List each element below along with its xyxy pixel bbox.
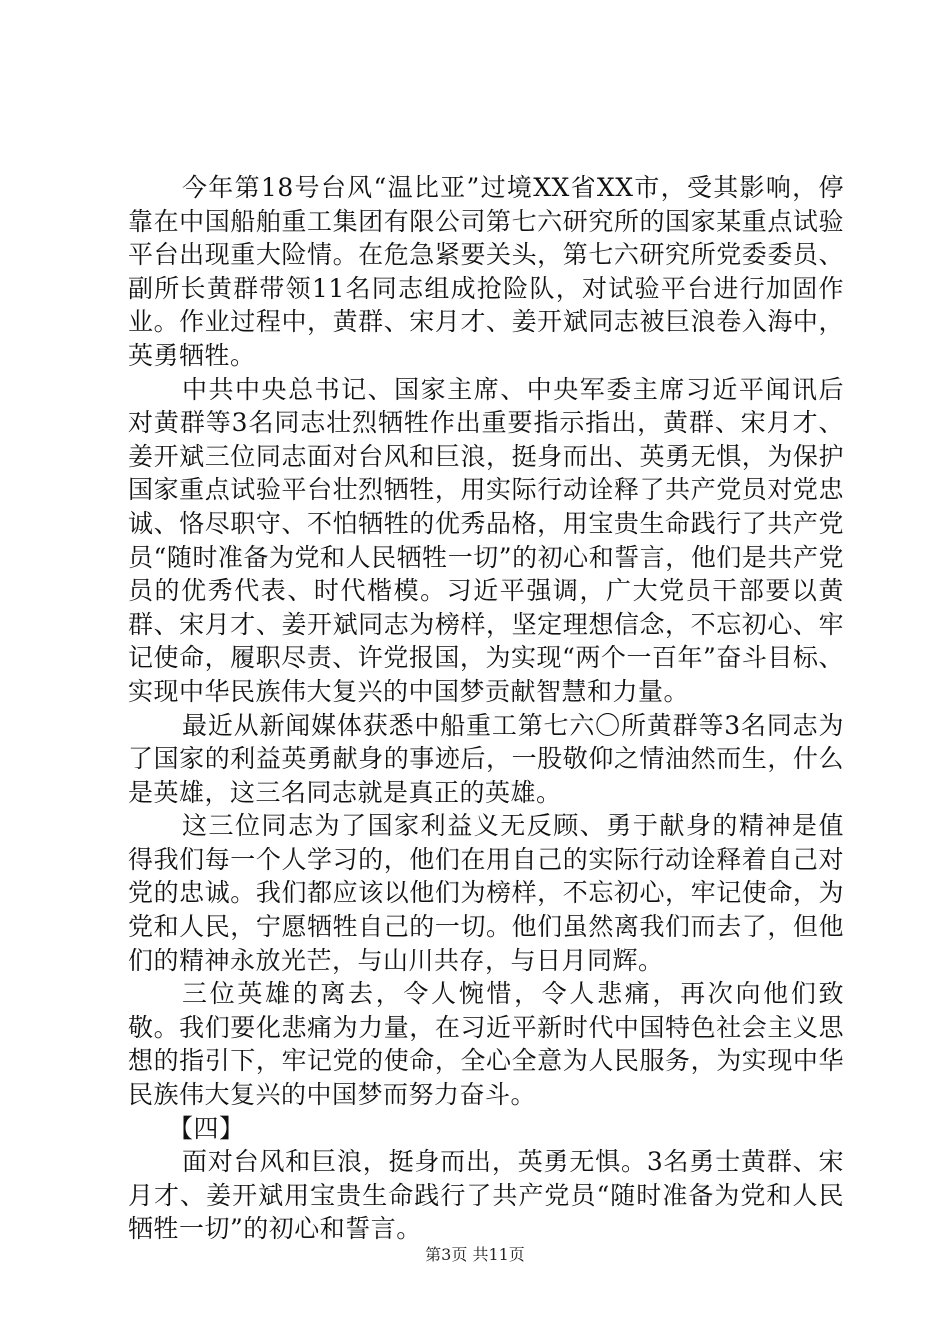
paragraph-news-reaction: 最近从新闻媒体获悉中船重工第七六〇所黄群等3名同志为了国家的利益英勇献身的事迹后，一股敬仰之情油然而生，什么是英雄，这三名同志就是真正的英雄。 xyxy=(128,710,844,807)
paragraph-learning-spirit: 这三位同志为了国家利益义无反顾、勇于献身的精神是值得我们每一个人学习的，他们在用自己的实际行动诠释着自己对党的忠诚。我们都应该以他们为榜样，不忘初心，牢记使命，为党和人民，宁愿牺牲自己的一切。他们虽然离我们而去了，但他们的精神永放光芒，与山川共存，与日月同辉。 xyxy=(128,811,844,975)
page-footer: 第3页 共11页 xyxy=(425,1245,525,1264)
paragraph-xi-instruction: 中共中央总书记、国家主席、中央军委主席习近平闻讯后对黄群等3名同志壮烈牺牲作出重要指示指出，黄群、宋月才、姜开斌三位同志面对台风和巨浪，挺身而出、英勇无惧，为保护国家重点试验平台壮烈牺牲，用实际行动诠释了共产党员对党忠诚、恪尽职守、不怕牺牲的优秀品格，用宝贵生命践行了共产党员“随时准备为党和人民牺牲一切”的初心和誓言，他们是共产党员的优秀代表、时代楷模。习近平强调，广大党员干部要以黄群、宋月才、姜开斌同志为榜样，坚定理想信念，不忘初心、牢记使命，履职尽责、许党报国，为实现“两个一百年”奋斗目标、实现中华民族伟大复兴的中国梦贡献智慧和力量。 xyxy=(128,374,844,706)
paragraph-tribute: 三位英雄的离去，令人惋惜，令人悲痛，再次向他们致敬。我们要化悲痛为力量，在习近平新时代中国特色社会主义思想的指引下，牢记党的使命，全心全意为人民服务，为实现中华民族伟大复兴的中国梦而努力奋斗。 xyxy=(128,979,844,1110)
paragraph-section-four: 面对台风和巨浪，挺身而出，英勇无惧。3名勇士黄群、宋月才、姜开斌用宝贵生命践行了共产党员“随时准备为党和人民牺牲一切”的初心和誓言。 xyxy=(128,1147,844,1244)
document-body xyxy=(128,171,844,1246)
section-heading-four: 【四】 xyxy=(168,1113,245,1143)
paragraph-typhoon-event: 今年第18号台风“温比亚”过境XX省XX市，受其影响，停靠在中国船舶重工集团有限公司第七六研究所的国家某重点试验平台出现重大险情。在危急紧要关头，第七六研究所党委委员、副所长黄群带领11名同志组成抢险队，对试验平台进行加固作业。作业过程中，黄群、宋月才、姜开斌同志被巨浪卷入海中，英勇牺牲。 xyxy=(128,173,844,370)
